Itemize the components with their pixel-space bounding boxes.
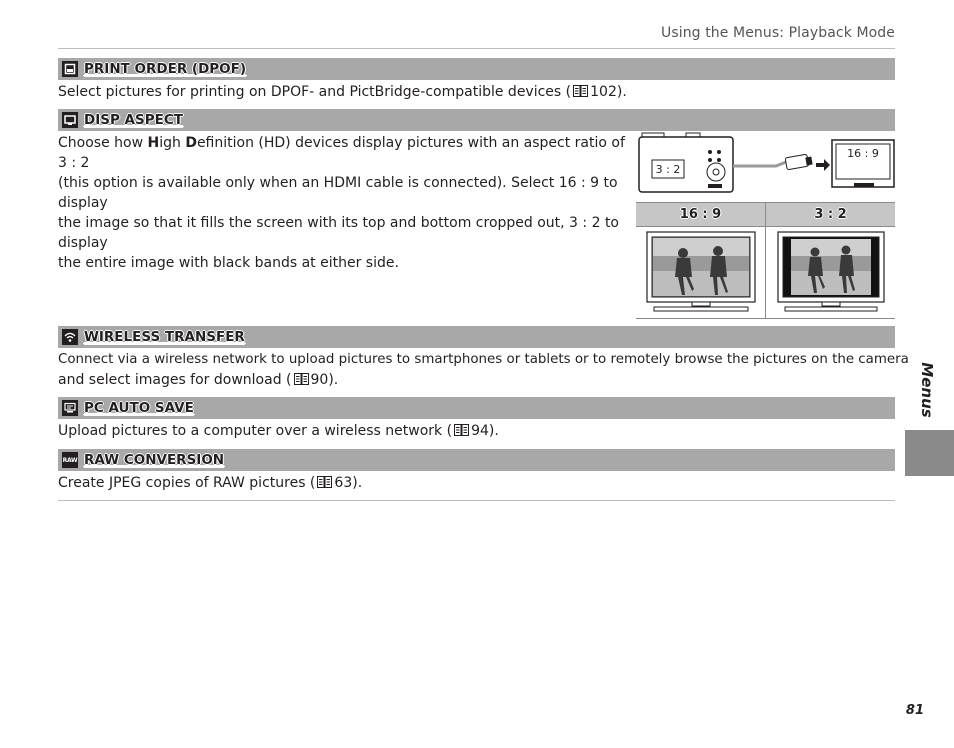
body-line: Choose how High Definition (HD) devices display pictures with an aspect ratio of 3 : 2 [58,135,625,171]
section-end-rule [58,500,895,501]
page-reference-icon [294,371,309,383]
header-rule [58,48,895,49]
section-title: RAW CONVERSION [84,452,225,468]
side-tab-marker [905,430,954,476]
page-reference-link[interactable]: 63 [334,475,353,491]
side-tab-label: Menus [918,362,936,418]
section-body-disp-aspect [58,133,628,273]
body-line: the image so that it fills the screen with its top and bottom cropped out, 3 : 2 to display [58,215,619,251]
section-body-raw-conversion: Create JPEG copies of RAW pictures ( 63). [58,475,363,491]
page-reference-link[interactable]: 94 [471,423,489,439]
disp-aspect-icon [62,112,78,128]
tv-16-9-example-image [646,231,756,313]
section-title: WIRELESS TRANSFER [84,329,245,345]
tv-3-2-example-image [777,231,885,313]
raw-icon: RAW [62,452,78,468]
body-line: and select images for download ( 90). [58,372,339,388]
section-header-wireless-transfer [58,326,895,348]
running-head: Using the Menus: Playback Mode [660,25,895,41]
page-reference-link[interactable]: 90 [310,372,329,388]
pc-auto-save-icon [62,400,78,416]
section-title: PRINT ORDER (DPOF) [84,61,247,77]
page-reference-icon [573,83,588,95]
section-body-wireless-transfer [58,350,909,390]
section-body-print-order: Select pictures for printing on DPOF- and PictBridge-compatible devices ( 102). [58,84,627,100]
tv-screen-label: 16 : 9 [847,146,879,160]
section-title: PC AUTO SAVE [84,400,194,416]
table-header-3-2: 3 : 2 [766,203,895,226]
page-reference-icon [454,422,469,434]
section-header-print-order [58,58,895,80]
page-reference-icon [317,474,332,486]
body-line: the entire image with black bands at either side. [58,255,399,271]
page-reference-link[interactable]: 102 [590,84,617,100]
page-number: 81 [905,703,924,718]
body-line: Connect via a wireless network to upload pictures to smartphones or tablets or to remotely browse the pictures on the camera [58,352,909,367]
camera-screen-label: 3 : 2 [655,162,681,176]
section-title: DISP ASPECT [84,112,183,128]
section-body-pc-auto-save: Upload pictures to a computer over a wireless network ( 94). [58,423,499,439]
wireless-icon [62,329,78,345]
section-header-disp-aspect [58,109,895,131]
table-header-16-9: 16 : 9 [636,203,765,226]
body-line: (this option is available only when an HDMI cable is connected). Select 16 : 9 to display [58,175,618,211]
print-order-icon [62,61,78,77]
aspect-comparison-table [636,202,895,319]
section-header-raw-conversion [58,449,895,471]
section-header-pc-auto-save [58,397,895,419]
